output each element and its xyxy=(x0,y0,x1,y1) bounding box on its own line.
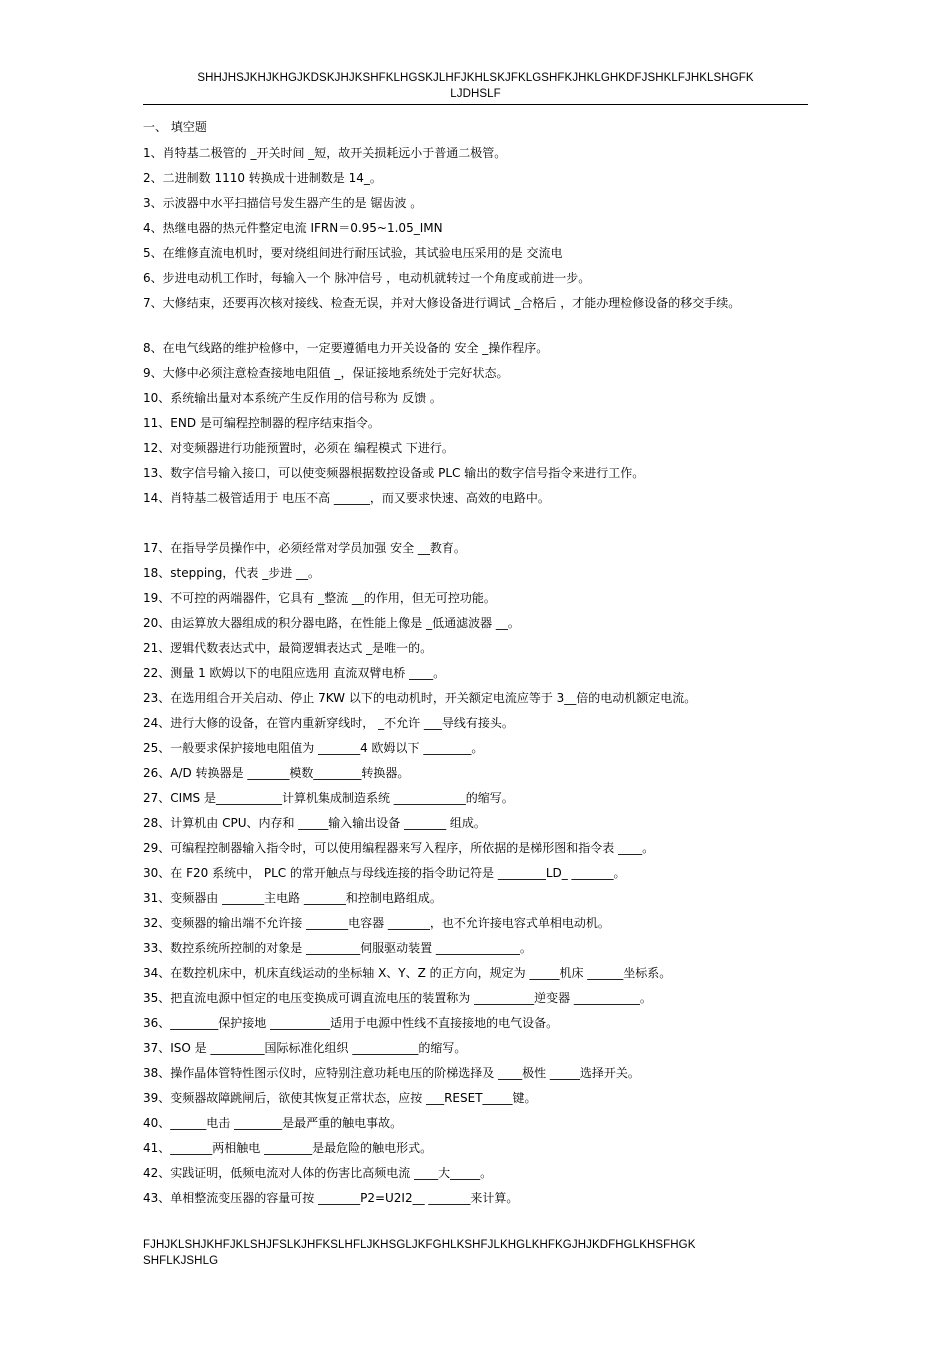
question-item: 2、二进制数 1110 转换成十进制数是 14_。 xyxy=(143,171,382,185)
page-footer xyxy=(143,1237,808,1269)
question-item: 3、示波器中水平扫描信号发生器产生的是 锯齿波 。 xyxy=(143,196,423,210)
footer-line-2: SHFLKJSHLG xyxy=(143,1255,219,1267)
question-item: 1、肖特基二极管的 _开关时间 _短，故开关损耗远小于普通二极管。 xyxy=(143,146,507,160)
question-item: 24、进行大修的设备，在管内重新穿线时， _不允许 ___导线有接头。 xyxy=(143,716,514,730)
section-title: 一、 填空题 xyxy=(143,120,207,134)
question-item: 5、在维修直流电机时，要对绕组间进行耐压试验，其试验电压采用的是 交流电 xyxy=(143,246,563,260)
question-item: 4、热继电器的热元件整定电流 IFRN＝0.95~1.05_IMN xyxy=(143,221,443,235)
question-item: 21、逻辑代数表达式中，最简逻辑表达式 _是唯一的。 xyxy=(143,641,433,655)
question-list xyxy=(143,145,808,1215)
question-item: 36、________保护接地 __________适用于电源中性线不直接接地的电气设备。 xyxy=(143,1016,559,1030)
question-item: 23、在选用组合开关启动、停止 7KW 以下的电动机时，开关额定电流应等于 3__倍的电动机额定电流。 xyxy=(143,691,697,705)
question-item: 41、_______两相触电 ________是最危险的触电形式。 xyxy=(143,1141,433,1155)
question-item: 25、一般要求保护接地电阻值为 _______4 欧姆以下 ________。 xyxy=(143,741,484,755)
question-item: 18、stepping，代表 _步进 __。 xyxy=(143,566,321,580)
question-item: 32、变频器的输出端不允许接 _______电容器 _______，也不允许接电容式单相电动机。 xyxy=(143,916,610,930)
question-item: 6、步进电动机工作时，每输入一个 脉冲信号 ，电动机就转过一个角度或前进一步。 xyxy=(143,271,591,285)
question-item: 42、实践证明，低频电流对人体的伤害比高频电流 ____大_____。 xyxy=(143,1166,493,1180)
question-item: 12、对变频器进行功能预置时，必须在 编程模式 下进行。 xyxy=(143,441,454,455)
question-item: 39、变频器故障跳闸后，欲使其恢复正常状态，应按 ___RESET_____键。 xyxy=(143,1091,537,1105)
page-header xyxy=(143,70,808,102)
question-item: 19、不可控的两端器件，它具有 _整流 __的作用，但无可控功能。 xyxy=(143,591,496,605)
question-item: 43、单相整流变压器的容量可按 _______P2=U2I2__ _______来计算。 xyxy=(143,1191,519,1205)
question-item: 35、把直流电源中恒定的电压变换成可调直流电压的装置称为 __________逆变器 ___________。 xyxy=(143,991,652,1005)
question-item: 14、肖特基二极管适用于 电压不高 ______，而又要求快速、高效的电路中。 xyxy=(143,491,550,505)
question-item: 28、计算机由 CPU、内存和 _____输入输出设备 _______ 组成。 xyxy=(143,816,486,830)
question-item: 34、在数控机床中，机床直线运动的坐标轴 X、Y、Z 的正方向，规定为 _____机床 ______坐标系。 xyxy=(143,966,672,980)
question-item: 33、数控系统所控制的对象是 _________伺服驱动装置 ______________。 xyxy=(143,941,532,955)
question-item: 31、变频器由 _______主电路 _______和控制电路组成。 xyxy=(143,891,442,905)
question-item: 40、______电击 ________是最严重的触电事故。 xyxy=(143,1116,403,1130)
question-item: 22、测量 1 欧姆以下的电阻应选用 直流双臂电桥 ____。 xyxy=(143,666,446,680)
question-item: 20、由运算放大器组成的积分器电路，在性能上像是 _低通滤波器 __。 xyxy=(143,616,520,630)
question-item: 27、CIMS 是___________计算机集成制造系统 ____________的缩写。 xyxy=(143,791,514,805)
footer-line-1: FJHJKLSHJKHFJKLSHJFSLKJHFKSLHFLJKHSGLJKFGHLKSHFJLKHGLKHFKGJHJKDFHGLKHSFHGK xyxy=(143,1239,696,1251)
header-line-2: LJDHSLF xyxy=(450,88,501,100)
question-item: 7、大修结束，还要再次核对接线、检查无误，并对大修设备进行调试 _合格后 ，才能办理检修设备的移交手续。 xyxy=(143,296,741,310)
blank-line xyxy=(143,515,808,540)
question-item: 13、数字信号输入接口，可以使变频器根据数控设备或 PLC 输出的数字信号指令来进行工作。 xyxy=(143,466,645,480)
question-item: 9、大修中必须注意检查接地电阻值 _，保证接地系统处于完好状态。 xyxy=(143,366,509,380)
question-item: 29、可编程控制器输入指令时，可以使用编程器来写入程序，所依据的是梯形图和指令表 ____。 xyxy=(143,841,655,855)
header-rule xyxy=(143,104,808,105)
question-item: 17、在指导学员操作中，必须经常对学员加强 安全 __教育。 xyxy=(143,541,466,555)
question-item: 26、A/D 转换器是 _______模数________转换器。 xyxy=(143,766,410,780)
header-line-1: SHHJHSJKHJKHGJKDSKJHJKSHFKLHGSKJLHFJKHLSKJFKLGSHFKJHKLGHKDFJSHKLFJHKLSHGFK xyxy=(197,72,754,84)
question-item: 10、系统输出量对本系统产生反作用的信号称为 反馈 。 xyxy=(143,391,442,405)
question-item: 8、在电气线路的维护检修中，一定要遵循电力开关设备的 安全 _操作程序。 xyxy=(143,341,549,355)
question-item: 38、操作晶体管特性图示仪时，应特别注意功耗电压的阶梯选择及 ____极性 _____选择开关。 xyxy=(143,1066,640,1080)
question-item: 30、在 F20 系统中， PLC 的常开触点与母线连接的指令助记符是 ________LD_ _______。 xyxy=(143,866,626,880)
question-item: 11、END 是可编程控制器的程序结束指令。 xyxy=(143,416,380,430)
question-item: 37、ISO 是 _________国际标准化组织 ___________的缩写。 xyxy=(143,1041,467,1055)
